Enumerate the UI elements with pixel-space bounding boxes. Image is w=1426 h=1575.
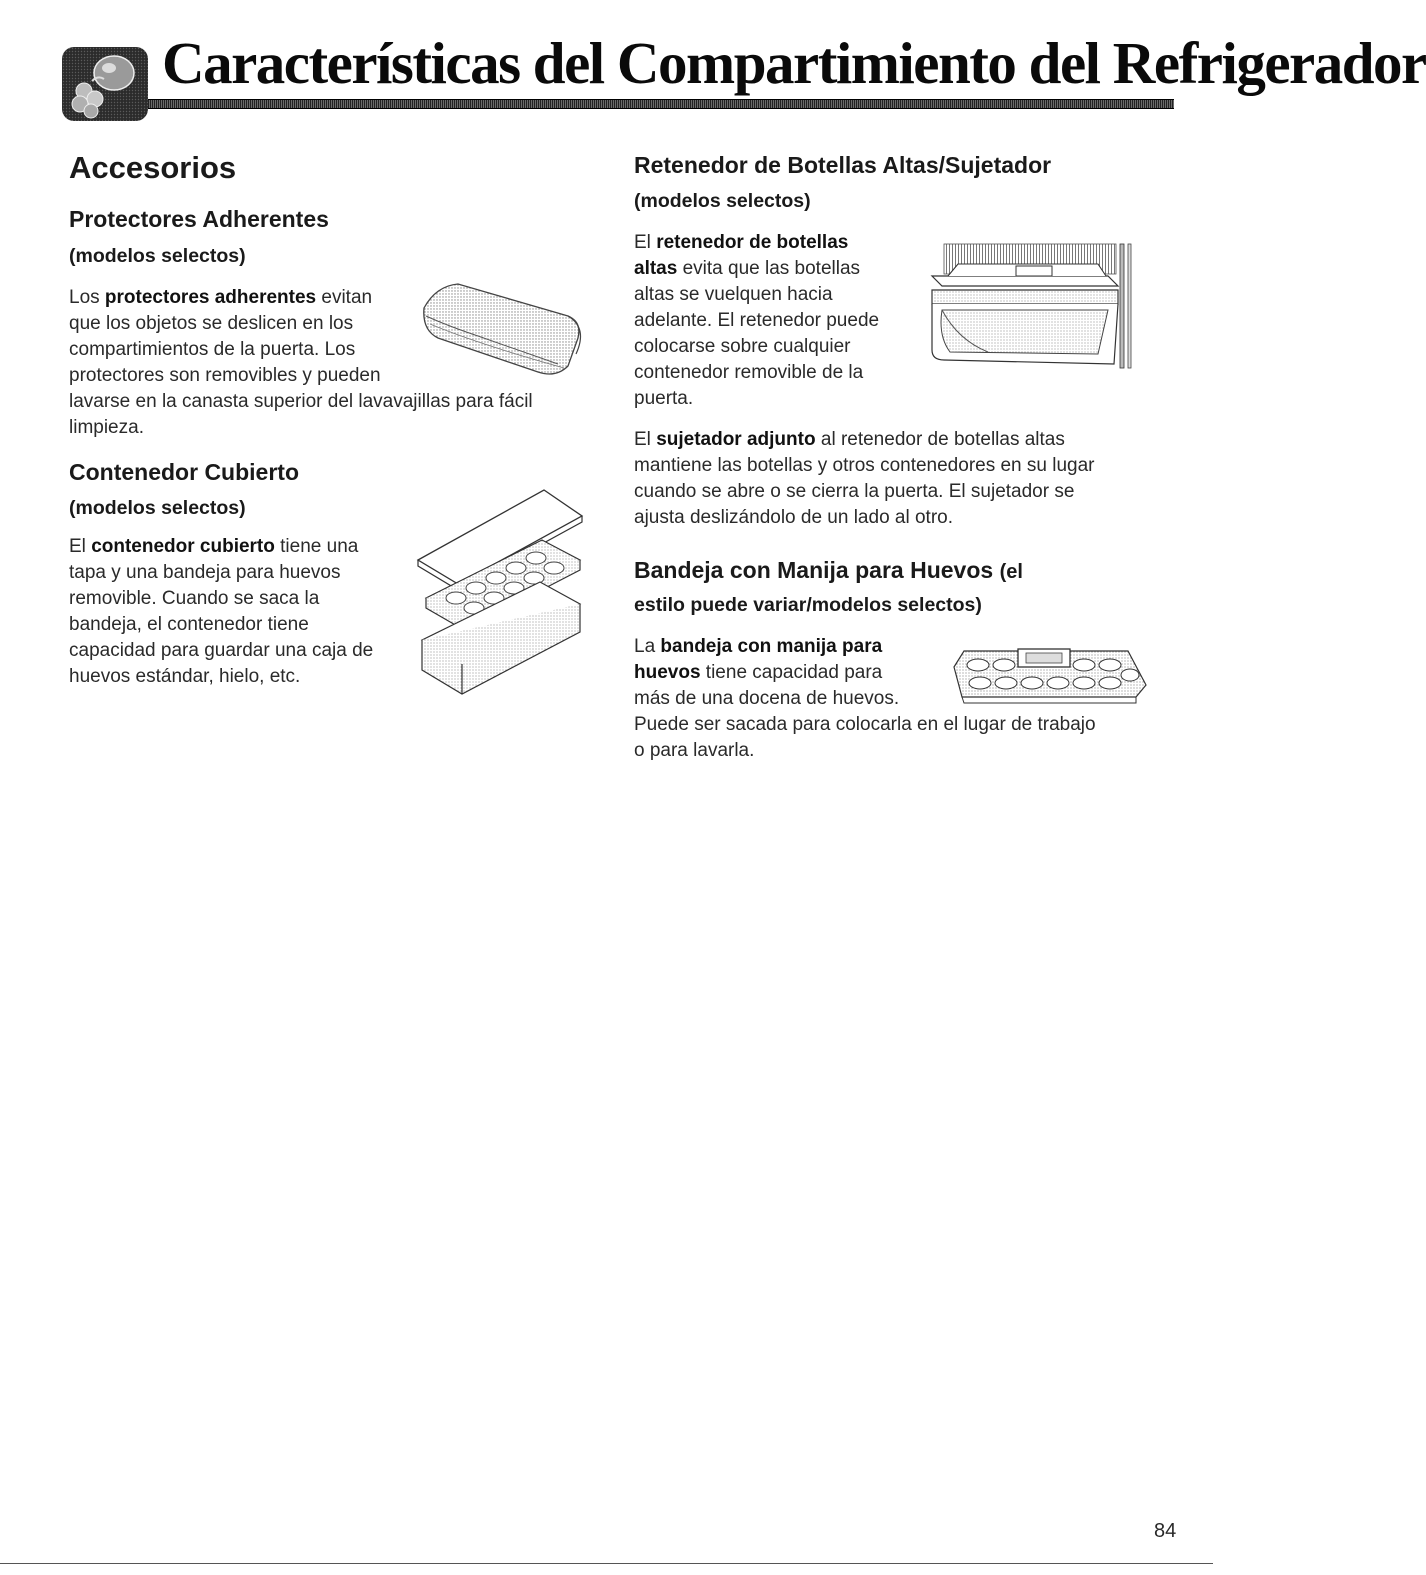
text-segment: adelante. El retenedor puede [634, 310, 880, 331]
text-segment: Puede ser sacada para colocarla en el lugar de trabajo [634, 714, 1096, 735]
text-line [634, 505, 1174, 531]
text-segment: Los [69, 287, 105, 308]
header-rule [148, 99, 1174, 109]
bandeja-title-main: Bandeja con Manija para Huevos [634, 557, 994, 583]
protectores-title: Protectores Adherentes [69, 206, 329, 232]
bold-term: protectores adherentes [104, 287, 317, 308]
bandeja-title [634, 557, 1023, 584]
contenedor-text [69, 534, 419, 690]
text-line [634, 634, 954, 660]
bottle-retainer-illustration [928, 240, 1138, 370]
bandeja-text-2 [634, 712, 1174, 764]
text-line [634, 256, 924, 282]
contenedor-subtitle: (modelos selectos) [69, 497, 246, 519]
bold-term: huevos [634, 662, 701, 683]
text-segment: El [634, 429, 657, 450]
text-line [634, 712, 1174, 738]
text-segment: o para lavarla. [634, 740, 755, 761]
text-segment: La [634, 636, 661, 657]
bold-term: bandeja con manija para [660, 636, 883, 657]
text-segment: colocarse sobre cualquier [634, 336, 851, 357]
fruit-icon [62, 47, 148, 121]
text-line [634, 479, 1174, 505]
retenedor-text-2 [634, 427, 1174, 531]
text-segment: protectores son removibles y pueden [69, 365, 381, 386]
text-segment: más de una docena de huevos. [634, 688, 900, 709]
text-segment: que los objetos se deslicen en los [69, 313, 354, 334]
text-segment: tapa y una bandeja para huevos [69, 562, 341, 583]
bold-term: contenedor cubierto [91, 536, 275, 557]
text-segment: contenedor removible de la [634, 362, 864, 383]
text-segment: huevos estándar, hielo, etc. [69, 666, 301, 687]
bandeja-text-1 [634, 634, 954, 712]
text-segment: lavarse en la canasta superior del lavavajillas para fácil [69, 391, 533, 412]
contenedor-title: Contenedor Cubierto [69, 459, 299, 485]
text-segment: El [69, 536, 92, 557]
bold-term: retenedor de botellas [656, 232, 849, 253]
bold-term: altas [634, 258, 678, 279]
text-line [69, 415, 589, 441]
text-segment: tiene una [274, 536, 359, 557]
text-line [69, 638, 419, 664]
text-line [634, 660, 954, 686]
text-line [634, 230, 924, 256]
protectores-subtitle: (modelos selectos) [69, 245, 246, 267]
text-line [69, 560, 419, 586]
text-segment: mantiene las botellas y otros contenedores en su lugar [634, 455, 1095, 476]
door-bin-guard-illustration [418, 278, 590, 386]
text-line [634, 453, 1174, 479]
page-title: Características del Compartimiento del Refrigerador [162, 30, 1426, 96]
text-segment: limpieza. [69, 417, 144, 438]
retenedor-subtitle: (modelos selectos) [634, 190, 811, 212]
text-line [634, 427, 1174, 453]
text-segment: evitan [316, 287, 373, 308]
retenedor-title: Retenedor de Botellas Altas/Sujetador [634, 152, 1052, 178]
text-line [69, 586, 419, 612]
page-number: 84 [1154, 1520, 1177, 1542]
text-line [69, 534, 419, 560]
bandeja-title-line2: estilo puede variar/modelos selectos) [634, 594, 982, 616]
text-line [634, 360, 924, 386]
text-segment: capacidad para guardar una caja de [69, 640, 374, 661]
text-segment: removible. Cuando se saca la [69, 588, 320, 609]
bandeja-title-tail: (el [999, 561, 1023, 583]
footer-rule [0, 1563, 1213, 1564]
text-segment: compartimientos de la puerta. Los [69, 339, 356, 360]
section-title: Accesorios [69, 150, 237, 185]
text-segment: ajusta deslizándolo de un lado al otro. [634, 507, 954, 528]
text-line [69, 389, 589, 415]
text-segment: El [634, 232, 657, 253]
retenedor-text-1 [634, 230, 924, 412]
text-segment: bandeja, el contenedor tiene [69, 614, 309, 635]
text-line [634, 738, 1174, 764]
text-line [634, 686, 954, 712]
text-line [69, 664, 419, 690]
text-line [634, 334, 924, 360]
text-line [69, 612, 419, 638]
text-segment: cuando se abre o se cierra la puerta. El sujetador se [634, 481, 1075, 502]
text-segment: al retenedor de botellas altas [815, 429, 1065, 450]
text-line [634, 282, 924, 308]
egg-tray-with-handle-illustration [950, 645, 1148, 707]
text-segment: evita que las botellas [677, 258, 861, 279]
bold-term: sujetador adjunto [656, 429, 816, 450]
text-segment: tiene capacidad para [700, 662, 883, 683]
text-line [634, 308, 924, 334]
covered-container-illustration [412, 480, 584, 696]
text-line [634, 386, 924, 412]
text-segment: altas se vuelquen hacia [634, 284, 833, 305]
text-segment: puerta. [634, 388, 694, 409]
